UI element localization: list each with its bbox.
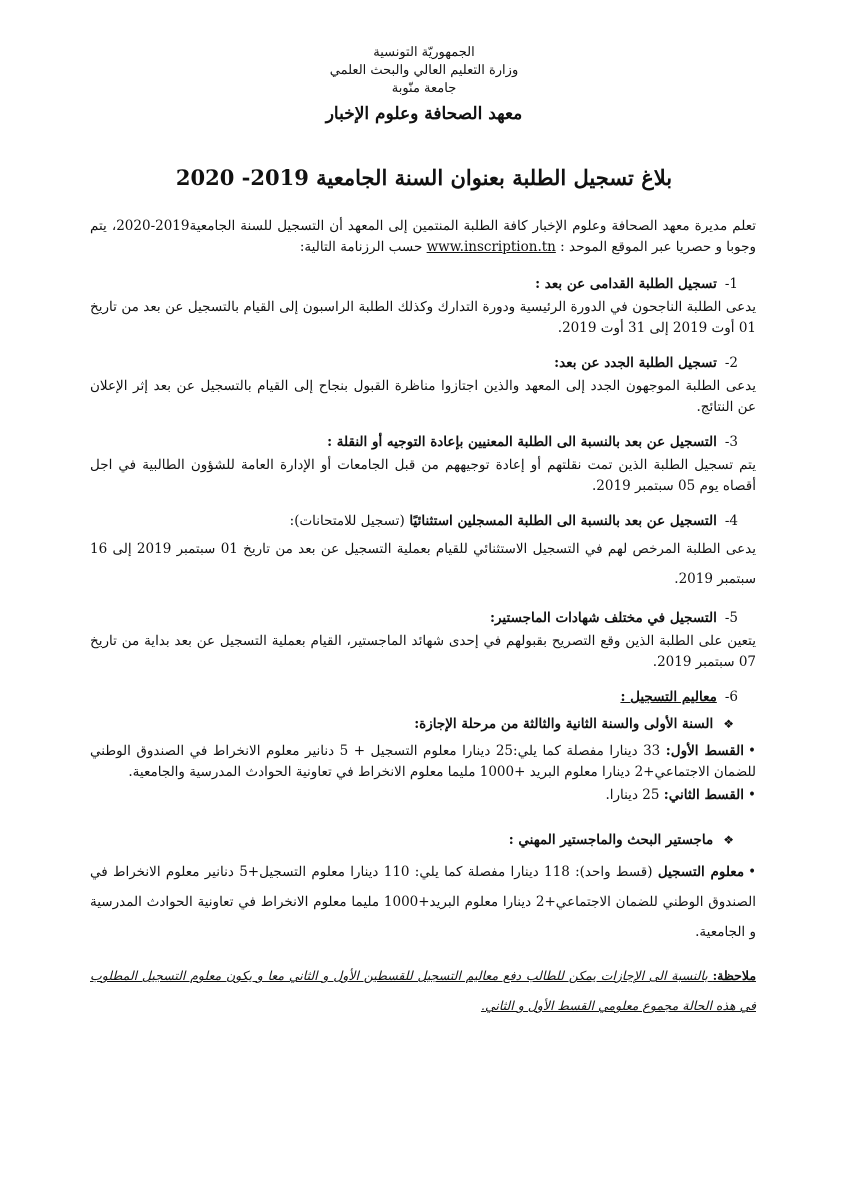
section-title: التسجيل عن بعد بالنسبة الى الطلبة المسجلين استثنائيًا (409, 513, 717, 529)
fees-group-licence (90, 714, 734, 735)
section-1 (90, 274, 756, 339)
section-6 (90, 687, 756, 947)
fee-item-master (90, 857, 756, 947)
section-title: التسجيل في مختلف شهادات الماجستير: (490, 610, 717, 626)
republic-name: الجمهوريّة التونسية (373, 45, 475, 60)
diamond-bullet-icon: ❖ (723, 717, 734, 731)
registration-url: www.inscription.tn (426, 239, 556, 255)
section-heading (90, 511, 738, 532)
section-3 (90, 432, 756, 497)
bullet-dot-icon: • (748, 743, 756, 759)
note-text: بالنسبة الى الإجازات يمكن للطالب دفع معاليم التسجيل للقسطين الأول و الثاني معا و يكون معلوم التسجيل المطلوب في هذه الحالة مجموع معلومي القسط الأول و الثاني. (90, 968, 756, 1013)
intro-text: تعلم مديرة معهد الصحافة وعلوم الإخبار كافة الطلبة المنتمين إلى المعهد أن التسجيل للسنة الجامعية2019-2020، يتم وجوبا و حصريا عبر الموقع الموحد : (90, 218, 756, 255)
section-title: تسجيل الطلبة الجدد عن بعد: (554, 355, 717, 371)
diamond-bullet-icon: ❖ (723, 833, 734, 847)
section-number: 3- (724, 434, 738, 450)
intro-paragraph (90, 216, 756, 258)
section-number: 6- (724, 689, 738, 705)
section-title: معاليم التسجيل : (620, 689, 717, 705)
fee-item-first-installment (90, 741, 756, 783)
section-title-suffix: (تسجيل للامتحانات): (289, 513, 405, 529)
section-heading (90, 687, 738, 708)
section-5 (90, 608, 756, 673)
section-text: يتعين على الطلبة الذين وقع التصريح بقبولهم في إحدى شهائد الماجستير، القيام بعملية التسجيل عن بعد بداية من تاريخ 07 سبتمبر 2019. (90, 633, 756, 670)
section-title: التسجيل عن بعد بالنسبة الى الطلبة المعنيين بإعادة التوجيه أو النقلة : (327, 434, 717, 450)
section-heading (90, 274, 738, 295)
section-title: تسجيل الطلبة القدامى عن بعد : (535, 276, 717, 292)
university-name: جامعة منّوبة (391, 81, 457, 96)
section-text: يدعى الطلبة الموجهون الجدد إلى المعهد والذين اجتازوا مناظرة القبول بنجاح إلى القيام بالتسجيل عن بعد إثر الإعلان عن النتائج. (90, 378, 756, 415)
section-heading (90, 608, 738, 629)
institute-name: معهد الصحافة وعلوم الإخبار (325, 104, 523, 124)
group-title: السنة الأولى والسنة الثانية والثالثة من مرحلة الإجازة: (414, 716, 714, 732)
section-number: 1- (724, 276, 738, 292)
bullet-dot-icon: • (748, 787, 756, 803)
fee-text: (قسط واحد): 118 دينارا مفصلة كما يلي: 110 دينارا معلوم التسجيل+5 دنانير معلوم الانخراط في الصندوق الوطني للضمان الاجتماعي+2 دينارا معلوم البريد+1000 مليما معلوم الانخراط في تعاونية الحوادث المدرسية و الجامعية. (90, 864, 756, 940)
section-heading (90, 432, 738, 453)
fee-label: القسط الثاني: (663, 787, 745, 803)
fee-label: القسط الأول: (665, 743, 745, 759)
letterhead (0, 44, 848, 124)
fees-group-master (90, 830, 734, 851)
document-title: بلاغ تسجيل الطلبة بعنوان السنة الجامعية 2019- 2020 (175, 165, 673, 190)
fee-item-second-installment (90, 785, 756, 806)
fee-text: 25 دينارا. (605, 787, 660, 803)
note-paragraph (90, 961, 756, 1021)
document-body (90, 216, 756, 1021)
section-number: 5- (724, 610, 738, 626)
section-4 (90, 511, 756, 594)
group-title: ماجستير البحث والماجستير المهني : (508, 832, 714, 848)
bullet-dot-icon: • (748, 864, 757, 880)
section-number: 2- (724, 355, 738, 371)
note-label: ملاحظة: (712, 968, 757, 983)
section-number: 4- (724, 513, 738, 529)
section-heading (90, 353, 738, 374)
fee-text: 33 دينارا مفصلة كما يلي:25 دينارا معلوم التسجيل + 5 دنانير معلوم الانخراط في الصندوق الوطني للضمان الاجتماعي+2 دينارا معلوم البريد +1000 مليما معلوم الانخراط في تعاونية الحوادث المدرسية والجامعية. (90, 743, 756, 780)
ministry-name: وزارة التعليم العالي والبحث العلمي (329, 63, 519, 78)
intro-text-end: حسب الرزنامة التالية: (299, 239, 423, 255)
section-text: يدعى الطلبة المرخص لهم في التسجيل الاستثنائي للقيام بعملية التسجيل عن بعد من تاريخ 01 سبتمبر 2019 إلى 16 سبتمبر 2019. (90, 541, 757, 587)
section-text: يتم تسجيل الطلبة الذين تمت نقلتهم أو إعادة توجيههم من قبل الجامعات أو الإدارة العامة للشؤون الطالبية في اجل أقصاه يوم 05 سبتمبر 2019. (90, 457, 756, 494)
section-2 (90, 353, 756, 418)
section-text: يدعى الطلبة الناجحون في الدورة الرئيسية ودورة التدارك وكذلك الطلبة الراسبون إلى القيام بالتسجيل عن بعد من تاريخ 01 أوت 2019 إلى 31 أوت 2019. (90, 299, 756, 336)
fee-label: معلوم التسجيل (657, 864, 745, 880)
